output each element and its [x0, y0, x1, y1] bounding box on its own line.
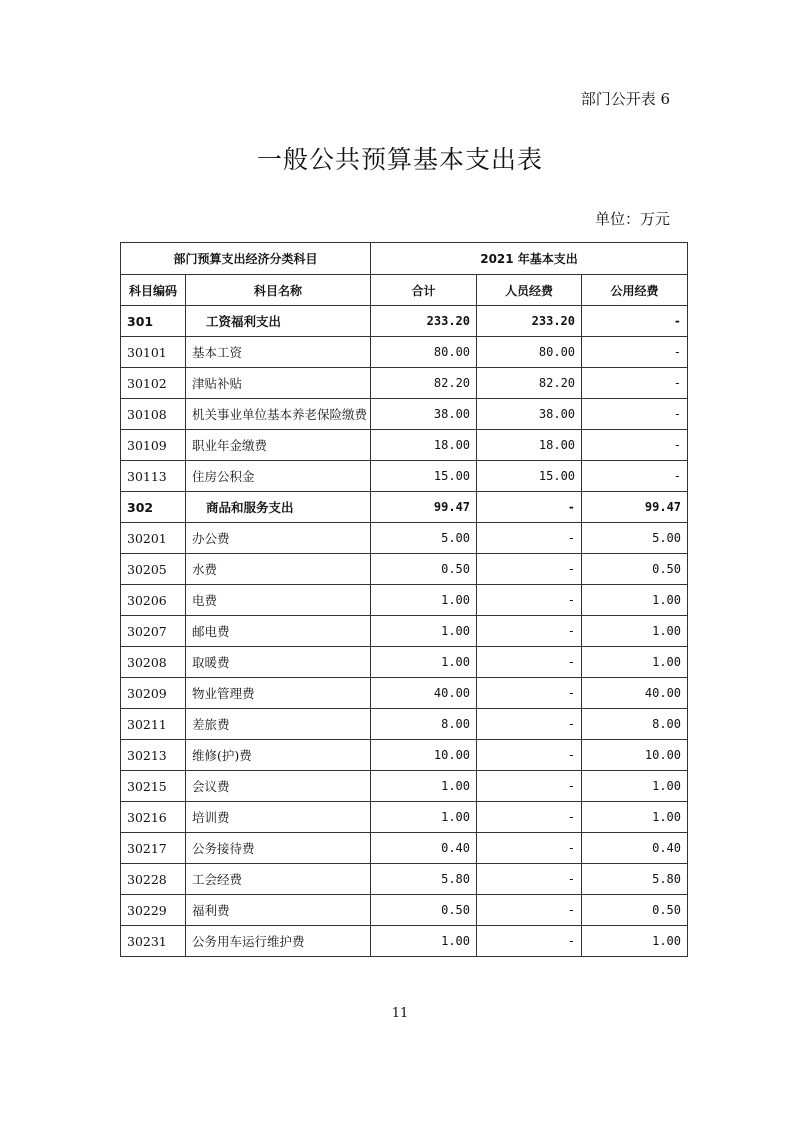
row-total: 10.00 — [371, 740, 477, 771]
row-total: 80.00 — [371, 337, 477, 368]
table-row — [121, 647, 688, 678]
total-header: 合计 — [371, 275, 477, 306]
row-name: 职业年金缴费 — [186, 430, 371, 461]
row-name: 基本工资 — [186, 337, 371, 368]
row-personnel: - — [477, 895, 582, 926]
row-public: - — [582, 430, 688, 461]
row-personnel: - — [477, 492, 582, 523]
row-total: 5.80 — [371, 864, 477, 895]
row-public: - — [582, 337, 688, 368]
row-name: 维修(护)费 — [186, 740, 371, 771]
row-personnel: 80.00 — [477, 337, 582, 368]
row-personnel: 38.00 — [477, 399, 582, 430]
table-row — [121, 740, 688, 771]
row-personnel: - — [477, 771, 582, 802]
row-name: 邮电费 — [186, 616, 371, 647]
row-code: 30113 — [121, 461, 186, 492]
row-name: 差旅费 — [186, 709, 371, 740]
header-row-1 — [121, 243, 688, 275]
row-total: 1.00 — [371, 585, 477, 616]
row-public: 0.50 — [582, 895, 688, 926]
personnel-header: 人员经费 — [477, 275, 582, 306]
row-total: 1.00 — [371, 926, 477, 957]
row-code: 30108 — [121, 399, 186, 430]
row-personnel: - — [477, 647, 582, 678]
row-code: 30229 — [121, 895, 186, 926]
row-name: 取暖费 — [186, 647, 371, 678]
page-title: 一般公共预算基本支出表 — [256, 145, 543, 174]
table-row — [121, 678, 688, 709]
header-row-2 — [121, 275, 688, 306]
table-row — [121, 864, 688, 895]
row-code: 30231 — [121, 926, 186, 957]
row-name: 公务接待费 — [186, 833, 371, 864]
row-public: 40.00 — [582, 678, 688, 709]
row-public: 0.40 — [582, 833, 688, 864]
table-row — [121, 492, 688, 523]
row-total: 8.00 — [371, 709, 477, 740]
row-total: 15.00 — [371, 461, 477, 492]
row-code: 301 — [121, 306, 186, 337]
row-total: 233.20 — [371, 306, 477, 337]
table-row — [121, 616, 688, 647]
row-code: 30216 — [121, 802, 186, 833]
row-personnel: - — [477, 864, 582, 895]
row-public: 1.00 — [582, 585, 688, 616]
row-code: 30213 — [121, 740, 186, 771]
row-personnel: 18.00 — [477, 430, 582, 461]
row-name: 电费 — [186, 585, 371, 616]
document-tag: 部门公开表 6 — [580, 90, 670, 108]
row-code: 30201 — [121, 523, 186, 554]
row-personnel: 15.00 — [477, 461, 582, 492]
category-group-header: 部门预算支出经济分类科目 — [121, 243, 371, 275]
row-name: 培训费 — [186, 802, 371, 833]
row-public: 1.00 — [582, 616, 688, 647]
row-public: 1.00 — [582, 771, 688, 802]
table-row — [121, 771, 688, 802]
table-row — [121, 523, 688, 554]
row-code: 30206 — [121, 585, 186, 616]
row-public: 5.00 — [582, 523, 688, 554]
row-public: - — [582, 461, 688, 492]
row-name: 商品和服务支出 — [186, 492, 371, 523]
table-row — [121, 368, 688, 399]
table-row — [121, 895, 688, 926]
table-row — [121, 554, 688, 585]
row-personnel: - — [477, 740, 582, 771]
row-personnel: - — [477, 833, 582, 864]
row-name: 公务用车运行维护费 — [186, 926, 371, 957]
row-public: 1.00 — [582, 926, 688, 957]
unit-label: 单位：万元 — [594, 210, 670, 228]
table-row — [121, 926, 688, 957]
row-total: 0.50 — [371, 554, 477, 585]
row-code: 30101 — [121, 337, 186, 368]
row-total: 5.00 — [371, 523, 477, 554]
row-total: 0.40 — [371, 833, 477, 864]
row-code: 30102 — [121, 368, 186, 399]
row-total: 38.00 — [371, 399, 477, 430]
row-personnel: - — [477, 678, 582, 709]
row-code: 302 — [121, 492, 186, 523]
row-total: 0.50 — [371, 895, 477, 926]
table-row — [121, 585, 688, 616]
row-public: 8.00 — [582, 709, 688, 740]
row-total: 82.20 — [371, 368, 477, 399]
public-header: 公用经费 — [582, 275, 688, 306]
page-number: 11 — [391, 1006, 409, 1021]
row-code: 30109 — [121, 430, 186, 461]
row-public: 5.80 — [582, 864, 688, 895]
row-public: - — [582, 399, 688, 430]
row-public: 1.00 — [582, 647, 688, 678]
table-row — [121, 833, 688, 864]
table-row — [121, 399, 688, 430]
budget-group-header: 2021 年基本支出 — [371, 243, 688, 275]
row-name: 住房公积金 — [186, 461, 371, 492]
row-public: 1.00 — [582, 802, 688, 833]
table-row — [121, 709, 688, 740]
row-total: 99.47 — [371, 492, 477, 523]
row-public: 10.00 — [582, 740, 688, 771]
table-row — [121, 802, 688, 833]
row-personnel: - — [477, 709, 582, 740]
row-name: 水费 — [186, 554, 371, 585]
row-public: 0.50 — [582, 554, 688, 585]
row-personnel: - — [477, 523, 582, 554]
row-total: 18.00 — [371, 430, 477, 461]
row-name: 津贴补贴 — [186, 368, 371, 399]
row-code: 30209 — [121, 678, 186, 709]
row-personnel: 233.20 — [477, 306, 582, 337]
row-name: 工资福利支出 — [186, 306, 371, 337]
code-header: 科目编码 — [121, 275, 186, 306]
row-total: 1.00 — [371, 647, 477, 678]
budget-table — [120, 242, 688, 957]
row-code: 30217 — [121, 833, 186, 864]
table-row — [121, 337, 688, 368]
row-personnel: - — [477, 585, 582, 616]
row-name: 会议费 — [186, 771, 371, 802]
row-name: 福利费 — [186, 895, 371, 926]
row-personnel: - — [477, 554, 582, 585]
name-header: 科目名称 — [186, 275, 371, 306]
row-public: - — [582, 306, 688, 337]
row-name: 办公费 — [186, 523, 371, 554]
row-name: 机关事业单位基本养老保险缴费 — [186, 399, 371, 430]
row-code: 30205 — [121, 554, 186, 585]
row-total: 1.00 — [371, 616, 477, 647]
row-personnel: - — [477, 802, 582, 833]
row-name: 物业管理费 — [186, 678, 371, 709]
table-row — [121, 306, 688, 337]
row-code: 30211 — [121, 709, 186, 740]
row-personnel: - — [477, 926, 582, 957]
row-total: 1.00 — [371, 771, 477, 802]
row-personnel: 82.20 — [477, 368, 582, 399]
table-row — [121, 430, 688, 461]
row-personnel: - — [477, 616, 582, 647]
row-public: - — [582, 368, 688, 399]
row-code: 30215 — [121, 771, 186, 802]
table-row — [121, 461, 688, 492]
row-code: 30208 — [121, 647, 186, 678]
row-code: 30207 — [121, 616, 186, 647]
row-name: 工会经费 — [186, 864, 371, 895]
row-public: 99.47 — [582, 492, 688, 523]
row-total: 40.00 — [371, 678, 477, 709]
row-code: 30228 — [121, 864, 186, 895]
row-total: 1.00 — [371, 802, 477, 833]
